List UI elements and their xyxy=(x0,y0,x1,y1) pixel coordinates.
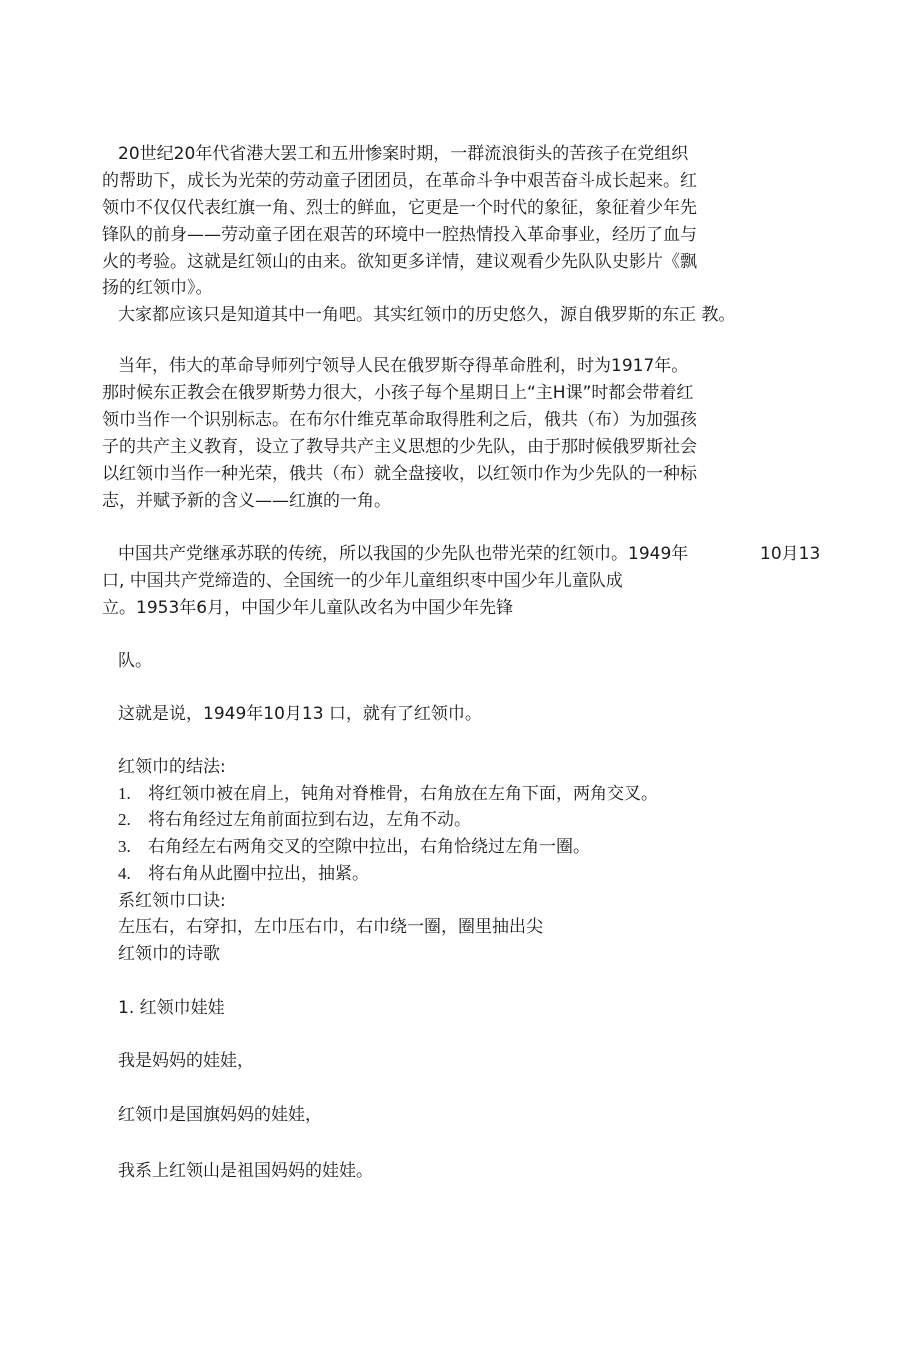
paragraph-1-line-4: 锋队的前身——劳动童子团在艰苦的环境中一腔热情投入革命事业，经历了血与 xyxy=(102,225,697,245)
paragraph-3-line-1: 当年，伟大的革命导师列宁领导人民在俄罗斯夺得革命胜利，时为1917年。 xyxy=(118,356,689,376)
paragraph-2: 大家都应该只是知道其中一角吧。其实红领巾的历史悠久，源自俄罗斯的东正 教。 xyxy=(118,305,736,325)
rhyme-title: 系红领巾口诀: xyxy=(118,891,226,911)
poem-line-2: 红领巾是国旗妈妈的娃娃， xyxy=(118,1105,322,1125)
paragraph-3-line-5: 以红领巾当作一种光荣，俄共（布）就全盘接收，以红领巾作为少先队的一种标 xyxy=(102,464,697,484)
paragraph-4-line-2: 口, 中国共产党缔造的、全国统一的少年儿童组织枣中国少年儿童队成 xyxy=(102,571,623,591)
knot-title: 红领巾的结法: xyxy=(118,757,226,777)
poem-heading: 1. 红领巾娃娃 xyxy=(118,998,225,1018)
paragraph-3-line-6: 志，并赋予新的含义——红旗的一角。 xyxy=(102,491,391,511)
paragraph-4-line-1: 中国共产党继承苏联的传统，所以我国的少先队也带光荣的红领巾。1949年 xyxy=(118,544,689,564)
paragraph-1-line-6: 扬的红领巾》。 xyxy=(102,278,213,298)
paragraph-3-line-3: 领巾当作一个识别标志。在布尔什维克革命取得胜利之后，俄共（布）为加强孩 xyxy=(102,410,697,430)
poem-line-1: 我是妈妈的娃娃， xyxy=(118,1051,254,1071)
paragraph-1-line-5: 火的考验。这就是红领山的由来。欲知更多详情，建议观看少先队队史影片《飘 xyxy=(102,252,697,272)
step-2-text: 将右角经过左角前面拉到右边，左角不动。 xyxy=(148,810,471,830)
step-3-text: 右角经左右两角交叉的空隙中拉出，右角恰绕过左角一圈。 xyxy=(148,837,590,857)
poem-line-3: 我系上红领山是祖国妈妈的娃娃。 xyxy=(118,1161,373,1181)
paragraph-5: 这就是说，1949年10月13 口，就有了红领巾。 xyxy=(118,704,482,724)
paragraph-3-line-4: 子的共产主义教育，设立了教导共产主义思想的少先队，由于那时候俄罗斯社会 xyxy=(102,437,697,457)
step-3-number: 3. xyxy=(118,837,131,856)
poem-section-title: 红领巾的诗歌 xyxy=(118,944,220,964)
paragraph-4-line-3: 立。1953年6月，中国少年儿童队改名为中国少年先锋 xyxy=(102,598,514,618)
paragraph-4-end: 队。 xyxy=(118,651,152,671)
paragraph-1-line-3: 领巾不仅仅代表红旗一角、烈士的鲜血，它更是一个时代的象征，象征着少年先 xyxy=(102,198,697,218)
step-4-number: 4. xyxy=(118,864,131,883)
step-4-text: 将右角从此圈中拉出，抽紧。 xyxy=(148,864,369,884)
step-1-text: 将红领巾被在肩上，钝角对脊椎骨，右角放在左角下面，两角交叉。 xyxy=(148,784,658,804)
paragraph-4-date: 10月13 xyxy=(760,544,821,564)
paragraph-1-line-1: 20世纪20年代省港大罢工和五卅惨案时期，一群流浪街头的苦孩子在党组织 xyxy=(118,144,689,164)
paragraph-3-line-2: 那时候东正教会在俄罗斯势力很大，小孩子每个星期日上“主H课”时都会带着红 xyxy=(102,383,694,403)
step-2-number: 2. xyxy=(118,810,131,829)
rhyme-text: 左压右，右穿扣，左巾压右巾，右巾绕一圈，圈里抽出尖 xyxy=(118,917,543,937)
step-1-number: 1. xyxy=(118,784,131,803)
paragraph-1-line-2: 的帮助下，成长为光荣的劳动童子团团员，在革命斗争中艰苦奋斗成长起来。红 xyxy=(102,171,697,191)
